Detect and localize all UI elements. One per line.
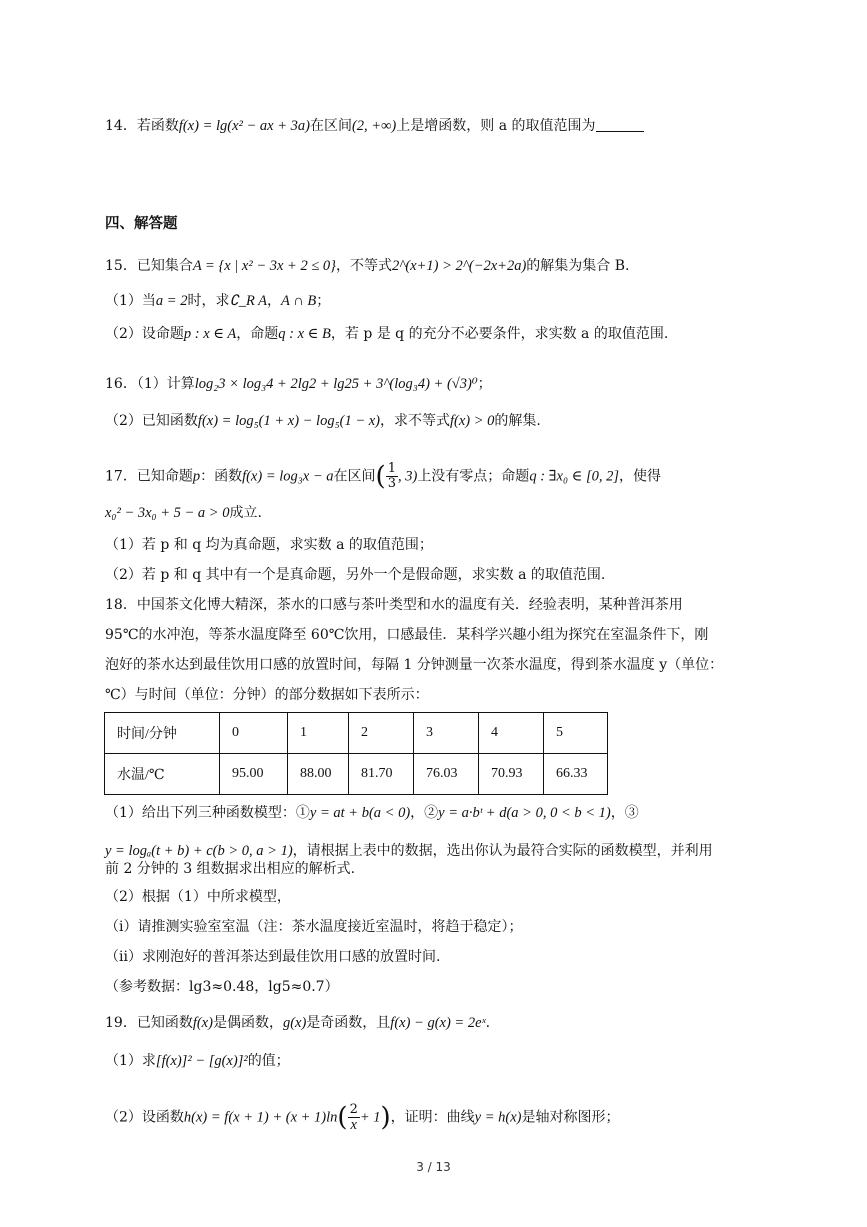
table-cell: 66.33 — [544, 754, 608, 795]
q15-post: 的解集为集合 B. — [526, 258, 630, 274]
paren-open: ( — [337, 1102, 348, 1133]
question-16-part-2 — [105, 411, 541, 431]
temperature-table — [104, 712, 608, 795]
frac-numerator: 2 — [349, 1102, 358, 1117]
question-18-part-1 — [105, 803, 639, 823]
q19-p2-pre: （2）设函数 — [105, 1109, 184, 1126]
q15-p1-sep: ， — [267, 293, 282, 309]
q14-formula: f(x) = lg(x² − ax + 3a) — [178, 118, 310, 134]
question-19-line-1 — [105, 1013, 490, 1033]
question-18-line-1: 18．中国茶文化博大精深，茶水的口感与茶叶类型和水的温度有关．经验表明，某种普洱茶用 — [105, 597, 683, 613]
question-18-part-2: （2）根据（1）中所求模型， — [105, 889, 291, 905]
frac-denominator: 3 — [387, 476, 396, 491]
q17-b: 在区间 — [333, 468, 376, 485]
paren-close: ) — [380, 1102, 391, 1133]
table-header-cell: 水温/℃ — [105, 754, 220, 795]
fraction-one-third — [386, 462, 398, 491]
q17-p: p — [192, 468, 201, 485]
q16-p2-post: 的解集. — [494, 413, 541, 429]
table-cell: 4 — [479, 713, 544, 754]
q17-c: 上没有零点；命题 — [417, 468, 530, 485]
table-cell: 95.00 — [220, 754, 288, 795]
q14-interval: (2, +∞) — [351, 118, 397, 134]
model-1: y = at + b(a < 0) — [309, 805, 411, 821]
q15-p1-post: ； — [316, 293, 331, 309]
question-16-part-1 — [105, 374, 492, 394]
q17-a: ：函数 — [200, 468, 243, 485]
proposition-p: p : x ∈ A — [183, 326, 237, 342]
question-19-part-1 — [105, 1051, 290, 1071]
table-row — [105, 713, 608, 754]
q19-p1-expr: [f(x)]² − [g(x)]² — [155, 1053, 248, 1069]
table-cell: 0 — [220, 713, 288, 754]
model-2: y = a·bᵗ + d(a > 0, 0 < b < 1) — [438, 805, 611, 821]
q17-pre: 17．已知命题 — [105, 468, 193, 485]
question-18-part-2-ii: （ii）求刚泡好的普洱茶达到最佳饮用口感的放置时间. — [105, 949, 441, 965]
question-17-line-1 — [105, 462, 661, 491]
question-18-part-2-i: （i）请推测实验室室温（注：茶水温度接近室温时，将趋于稳定）； — [105, 919, 523, 935]
table-cell: 81.70 — [349, 754, 414, 795]
section-heading: 四、解答题 — [105, 216, 178, 232]
q19-g: g(x) — [282, 1015, 307, 1031]
question-17-line-2 — [105, 503, 262, 523]
log-expression: log₂3 × log₃4 + 2lg2 + lg25 + 3^(log₃4) + (√3)⁰ — [194, 376, 478, 392]
interval-open-paren: ( — [375, 461, 386, 492]
frac-denominator: x — [350, 1117, 357, 1133]
q19-p1-pre: （1）求 — [105, 1053, 156, 1069]
proposition-q: q : x ∈ B — [278, 326, 331, 342]
q16-function: f(x) = log₅(1 + x) − log₅(1 − x) — [197, 413, 381, 429]
q18-m3: ，③ — [610, 805, 639, 821]
q17-q: q : ∃x₀ ∈ [0, 2] — [529, 468, 620, 485]
model-3: y = logₐ(t + b) + c(b > 0, a > 1) — [105, 843, 293, 859]
q17-d: ，使得 — [619, 468, 662, 485]
h-function: h(x) = f(x + 1) + (x + 1)ln — [183, 1109, 338, 1126]
question-18-line-4: ℃）与时间（单位：分钟）的部分数据如下表所示： — [105, 687, 429, 703]
q18-m1: （1）给出下列三种函数模型：① — [105, 805, 310, 821]
question-14 — [105, 116, 644, 136]
q19-relation: f(x) − g(x) = 2eˣ — [390, 1015, 486, 1031]
q14-mid: 在区间 — [309, 118, 352, 134]
q14-number: 14．若函数 — [105, 118, 179, 134]
q19-f: f(x) — [192, 1015, 213, 1031]
frac-numerator: 1 — [387, 461, 396, 476]
q16-p2-mid: ，求不等式 — [380, 413, 451, 429]
q19-p1-post: 的值； — [247, 1053, 290, 1069]
table-cell: 2 — [349, 713, 414, 754]
table-header-cell: 时间/分钟 — [105, 713, 220, 754]
q15-p1-mid: 时，求 — [187, 293, 230, 309]
q19-b: 是奇函数，且 — [306, 1015, 391, 1031]
q16-p1-pre: 16．（1）计算 — [105, 376, 195, 392]
fraction-two-over-x — [348, 1103, 360, 1132]
question-18-part-1-end: 前 2 分钟的 3 组数据求出相应的解析式. — [105, 861, 356, 877]
q18-m4: ，请根据上表中的数据，选出你认为最符合实际的函数模型，并利用 — [292, 843, 713, 859]
q15-inequality: 2^(x+1) > 2^(−2x+2a) — [391, 258, 527, 274]
q17-function: f(x) = log₃x − a — [242, 468, 334, 485]
question-18-line-2: 95℃的水冲泡，等茶水温度降至 60℃饮用，口感最佳．某科学兴趣小组为探究在室温条件下，刚 — [105, 627, 709, 643]
q15-p2-pre: （2）设命题 — [105, 326, 184, 342]
complement-a: ∁_R A — [229, 293, 268, 309]
q14-tail: 上是增函数，则 a 的取值范围为 — [396, 118, 596, 134]
reference-data: （参考数据：lg3≈0.48，lg5≈0.7） — [105, 979, 339, 995]
question-18-part-1-cont — [105, 841, 713, 861]
q15-p2-mid: ，命题 — [236, 326, 279, 342]
q15-p2-post: ，若 p 是 q 的充分不必要条件，求实数 a 的取值范围. — [330, 326, 669, 342]
q18-m2: ，② — [410, 805, 439, 821]
table-cell: 70.93 — [479, 754, 544, 795]
table-row — [105, 754, 608, 795]
q16-p2-pre: （2）已知函数 — [105, 413, 198, 429]
table-cell: 1 — [288, 713, 349, 754]
q15-intro: 15．已知集合 — [105, 258, 193, 274]
q15-p1-pre: （1）当 — [105, 293, 156, 309]
table-cell: 3 — [414, 713, 479, 754]
q15-mid: ，不等式 — [335, 258, 392, 274]
q16-inequality: f(x) > 0 — [450, 413, 495, 429]
question-15-line-1 — [105, 256, 630, 276]
question-17-part-1: （1）若 p 和 q 均为真命题，求实数 a 的取值范围； — [105, 537, 433, 553]
table-cell: 76.03 — [414, 754, 479, 795]
q17-l2-post: 成立. — [229, 505, 262, 521]
question-15-part-2 — [105, 324, 668, 344]
intersection: A ∩ B — [281, 293, 317, 309]
question-18-line-3: 泡好的茶水达到最佳饮用口感的放置时间，每隔 1 分钟测量一次茶水温度，得到茶水温度 y（单位： — [105, 657, 724, 673]
question-17-part-2: （2）若 p 和 q 其中有一个是真命题，另外一个是假命题，求实数 a 的取值范围. — [105, 567, 606, 583]
q17-inequality: x₀² − 3x₀ + 5 − a > 0 — [105, 505, 230, 521]
q16-p1-post: ； — [477, 376, 492, 392]
a-value: a = 2 — [155, 293, 188, 309]
q19-a: 是偶函数， — [212, 1015, 283, 1031]
table-cell: 88.00 — [288, 754, 349, 795]
q19-post: . — [485, 1015, 491, 1031]
answer-blank — [596, 117, 644, 132]
set-a: A = {x | x² − 3x + 2 ≤ 0} — [192, 258, 336, 274]
question-19-part-2 — [105, 1103, 620, 1132]
q19-p2-mid: ，证明：曲线 — [390, 1109, 475, 1126]
question-15-part-1 — [105, 291, 330, 311]
page-number: 3 / 13 — [416, 1160, 451, 1174]
q19-p2-post: 是轴对称图形； — [521, 1109, 620, 1126]
curve: y = h(x) — [474, 1109, 522, 1126]
table-cell: 5 — [544, 713, 608, 754]
interval-close: , 3) — [397, 468, 418, 485]
h-tail: + 1 — [359, 1109, 381, 1126]
q19-pre: 19．已知函数 — [105, 1015, 193, 1031]
